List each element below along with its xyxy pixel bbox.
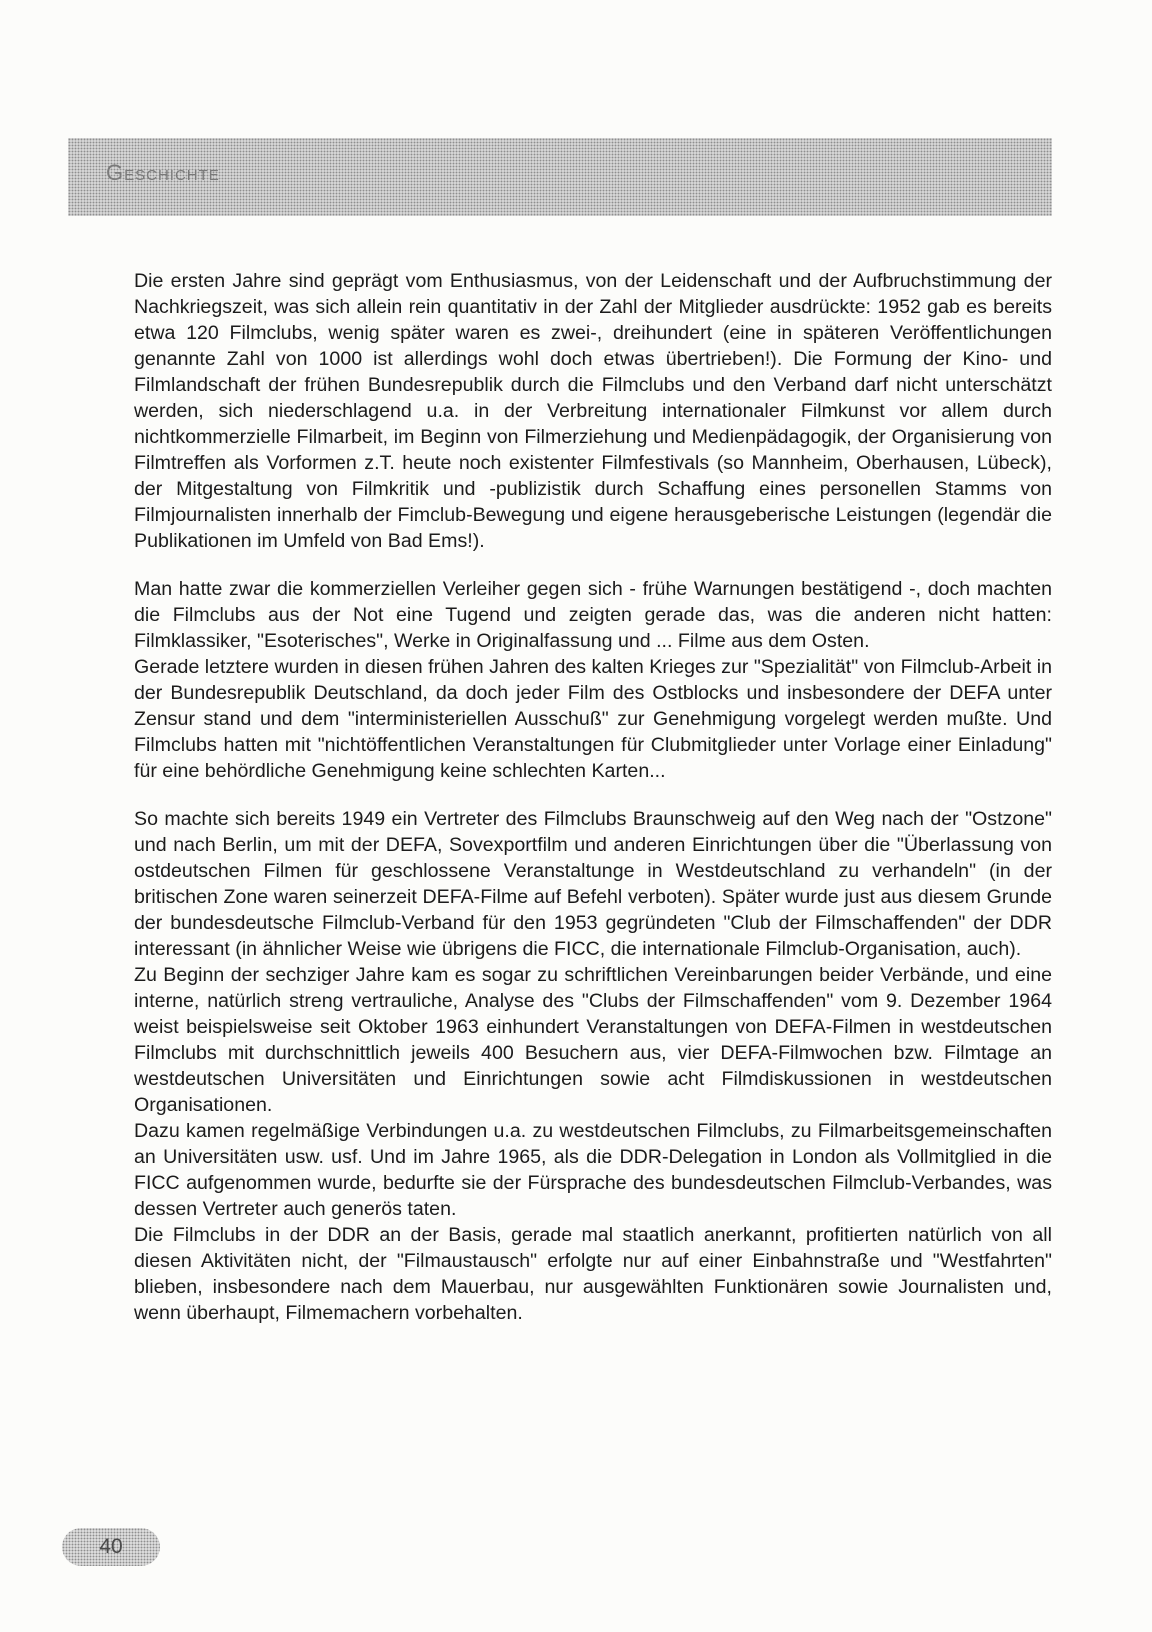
paragraph: So machte sich bereits 1949 ein Vertreter des Filmclubs Braunschweig auf den Weg nach der "Ostzone" und nach Berlin, um mit der DEFA, Sovexportfilm und anderen Einrichtungen über die "Überlassung von ostdeutschen Filmen für geschlossene Veranstaltunge in Westdeutschland zu verhandeln" (in der britischen Zone waren seinerzeit DEFA-Filme auf Befehl verboten). Später wurde just aus diesem Grunde der bundesdeutsche Filmclub-Verband für den 1953 gegründeten "Club der Filmschaffenden" der DDR interessant (in ähnlicher Weise wie übrigens die FICC, die internationale Filmclub-Organisation, auch). (134, 808, 1052, 960)
section-header-band (68, 138, 1052, 216)
article-body (134, 268, 1052, 1326)
paragraph: Zu Beginn der sechziger Jahre kam es sogar zu schriftlichen Vereinbarungen beider Verbände, und eine interne, natürlich streng vertrauliche, Analyse des "Clubs der Filmschaffenden" vom 9. Dezember 1964 weist beispielsweise seit Oktober 1963 einhundert Veranstaltungen von DEFA-Filmen in westdeutschen Filmclubs mit durchschnittlich jeweils 400 Besuchern aus, vier DEFA-Filmwochen bzw. Filmtage an westdeutschen Universitäten und Einrichtungen sowie acht Filmdiskussionen in westdeutschen Organisationen. (134, 964, 1052, 1116)
paragraph: Dazu kamen regelmäßige Verbindungen u.a. zu westdeutschen Filmclubs, zu Filmarbeitsgemeinschaften an Universitäten usw. usf. Und im Jahre 1965, als die DDR-Delegation in London als Vollmitglied in die FICC aufgenommen wurde, bedurfte sie der Fürsprache des bundesdeutschen Filmclub-Verbandes, was dessen Vertreter auch generös taten. (134, 1120, 1052, 1220)
section-title: Geschichte (106, 160, 220, 185)
paragraph: Die Filmclubs in der DDR an der Basis, gerade mal staatlich anerkannt, profitierten natürlich von all diesen Aktivitäten nicht, der "Filmaustausch" erfolgte nur auf einer Einbahnstraße und "Westfahrten" blieben, insbesondere nach dem Mauerbau, nur ausgewählten Funktionären sowie Journalisten und, wenn überhaupt, Filmemachern vorbehalten. (134, 1224, 1052, 1324)
paragraph: Gerade letztere wurden in diesen frühen Jahren des kalten Krieges zur "Spezialität" von Filmclub-Arbeit in der Bundesrepublik Deutschland, da doch jeder Film des Ostblocks und insbesondere der DEFA unter Zensur stand und dem "interministeriellen Ausschuß" zur Genehmigung vorgelegt werden mußte. Und Filmclubs hatten mit "nichtöffentlichen Veranstaltungen für Clubmitglieder unter Vorlage einer Einladung" für eine behördliche Genehmigung keine schlechten Karten... (134, 656, 1052, 782)
paragraph: Man hatte zwar die kommerziellen Verleiher gegen sich - frühe Warnungen bestätigend -, doch machten die Filmclubs aus der Not eine Tugend und zeigten gerade das, was die anderen nicht hatten: Filmklassiker, "Esoterisches", Werke in Originalfassung und ... Filme aus dem Osten. (134, 578, 1052, 652)
page-number-badge (62, 1528, 160, 1566)
page-number: 40 (99, 1535, 123, 1558)
paragraph: Die ersten Jahre sind geprägt vom Enthusiasmus, von der Leidenschaft und der Aufbruchstimmung der Nachkriegszeit, was sich allein rein quantitativ in der Zahl der Mitglieder ausdrückte: 1952 gab es bereits etwa 120 Filmclubs, wenig später waren es zwei-, dreihundert (eine in späteren Veröffentlichungen genannte Zahl von 1000 ist allerdings wohl doch etwas übertrieben!). Die Formung der Kino- und Filmlandschaft der frühen Bundesrepublik durch die Filmclubs und den Verband darf nicht unterschätzt werden, sich niederschlagend u.a. in der Verbreitung internationaler Filmkunst vor allem durch nichtkommerzielle Filmarbeit, im Beginn von Filmerziehung und Medienpädagogik, der Organisierung von Filmtreffen als Vorformen z.T. heute noch existenter Filmfestivals (so Mannheim, Oberhausen, Lübeck), der Mitgestaltung von Filmkritik und -publizistik durch Schaffung eines personellen Stamms von Filmjournalisten innerhalb der Fimclub-Bewegung und eigene herausgeberische Leistungen (legendär die Publikationen im Umfeld von Bad Ems!). (134, 270, 1052, 552)
